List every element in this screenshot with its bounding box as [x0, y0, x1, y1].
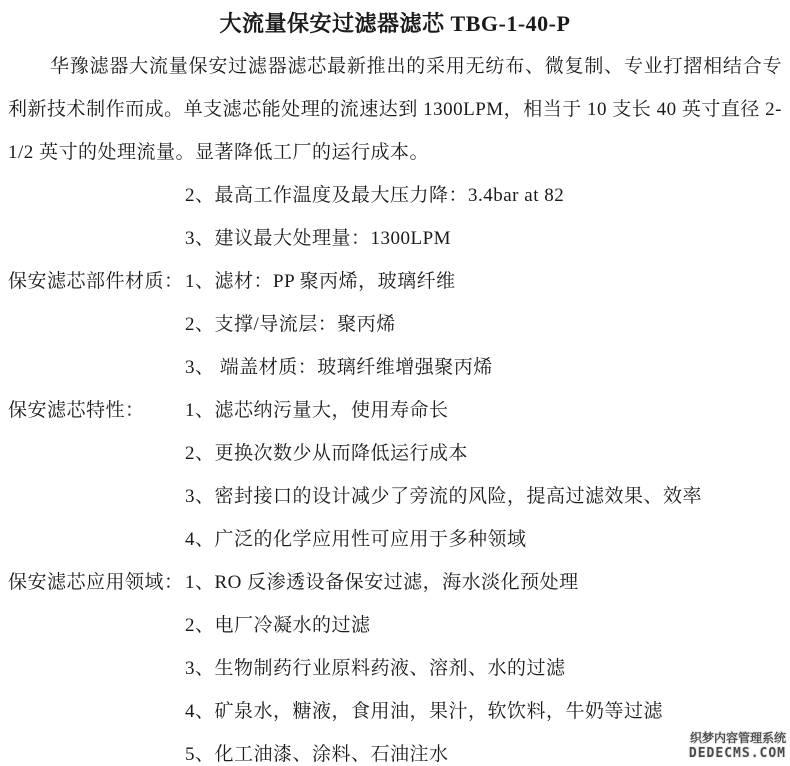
- spec-row: [8, 475, 782, 518]
- section-label: [8, 604, 185, 647]
- list-item-text: 1、RO 反渗透设备保安过滤，海水淡化预处理: [185, 572, 579, 593]
- document-title: 大流量保安过滤器滤芯 TBG-1-40-P: [219, 11, 571, 36]
- spec-row: [8, 561, 782, 604]
- spec-row: [8, 604, 782, 647]
- spec-row: [8, 217, 782, 260]
- watermark-cn-text: 织梦内容管理系统: [689, 731, 786, 745]
- section-label: [8, 303, 185, 346]
- section-label: [8, 475, 185, 518]
- list-item-text: 4、广泛的化学应用性可应用于多种领域: [185, 529, 527, 550]
- spec-row: [8, 389, 782, 432]
- list-item-text: 3、 端盖材质：玻璃纤维增强聚丙烯: [185, 357, 493, 378]
- list-item-text: 2、电厂冷凝水的过滤: [185, 615, 371, 636]
- watermark-en-text: DEDECMS.COM: [688, 746, 786, 761]
- section-label: [8, 518, 185, 561]
- section-label: [8, 217, 185, 260]
- list-item-text: 2、支撑/导流层：聚丙烯: [185, 314, 396, 335]
- list-item-text: 5、化工油漆、涂料、石油注水: [185, 744, 449, 765]
- list-item-text: 1、滤材：PP 聚丙烯，玻璃纤维: [185, 271, 456, 292]
- spec-row: [8, 174, 782, 217]
- section-label: [8, 432, 185, 475]
- spec-row: [8, 690, 782, 733]
- list-item-text: 3、密封接口的设计减少了旁流的风险，提高过滤效果、效率: [185, 486, 703, 507]
- list-item-text: 1、滤芯纳污量大，使用寿命长: [185, 400, 449, 421]
- section-label: 保安滤芯应用领域：: [8, 572, 184, 593]
- intro-paragraph: 华豫滤器大流量保安过滤器滤芯最新推出的采用无纺布、微复制、专业打摺相结合专利新技术制作而成。单支滤芯能处理的流速达到 1300LPM，相当于 10 支长 40 英寸直径 2-1/2 英寸的处理流量。显著降低工厂的运行成本。: [8, 56, 782, 163]
- section-label: [8, 346, 185, 389]
- spec-row: [8, 733, 782, 766]
- list-item-text: 3、建议最大处理量：1300LPM: [185, 228, 452, 249]
- section-label: 保安滤芯部件材质：: [8, 271, 184, 292]
- cms-watermark: [689, 731, 786, 761]
- spec-row: [8, 647, 782, 690]
- list-item-text: 3、生物制药行业原料药液、溶剂、水的过滤: [185, 658, 566, 679]
- spec-row: [8, 346, 782, 389]
- spec-row: [8, 303, 782, 346]
- list-item-text: 4、矿泉水，糖液，食用油，果汁，软饮料，牛奶等过滤: [185, 701, 664, 722]
- spec-row: [8, 260, 782, 303]
- list-item-text: 2、最高工作温度及最大压力降：3.4bar at 82: [185, 185, 565, 206]
- section-label: [8, 690, 185, 733]
- spec-row: [8, 432, 782, 475]
- section-label: 保安滤芯特性：: [8, 400, 145, 421]
- section-label: [8, 647, 185, 690]
- section-label: [8, 174, 185, 217]
- list-item-text: 2、更换次数少从而降低运行成本: [185, 443, 469, 464]
- spec-row: [8, 518, 782, 561]
- section-label: [8, 733, 185, 766]
